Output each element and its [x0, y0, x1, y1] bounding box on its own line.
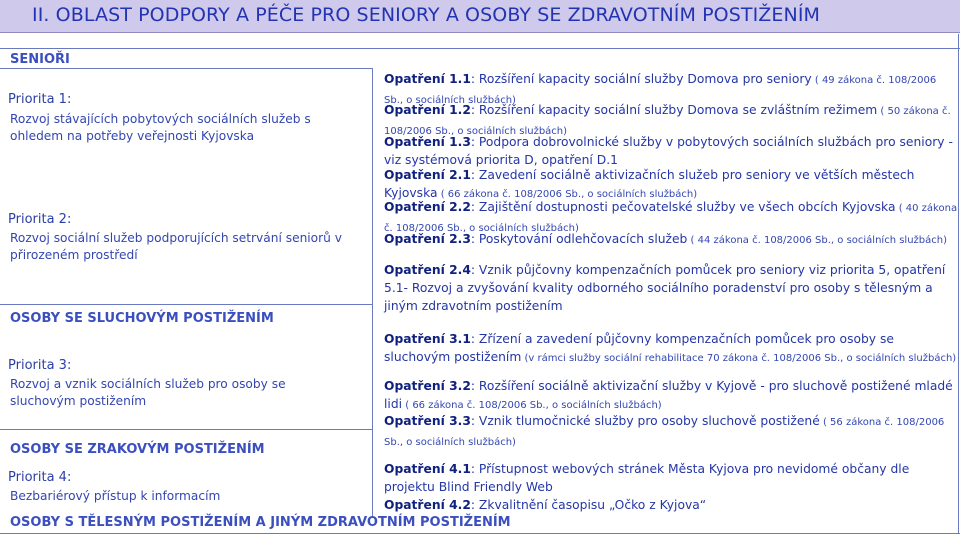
measure-id: Opatření 2.2: [384, 200, 471, 214]
measure-1-3: [384, 133, 958, 169]
section-teles: OSOBY S TĚLESNÝM POSTIŽENÍM A JINÝM ZDRAVOTNÍM POSTIŽENÍM: [10, 515, 511, 530]
mid-divider: [0, 304, 373, 305]
measure-text: : Zajištění dostupnosti pečovatelské služby ve všech obcích Kyjovska: [470, 200, 896, 214]
measure-id: Opatření 3.2: [384, 379, 471, 393]
priority-2-title: Priorita 2:: [8, 212, 72, 227]
measure-ref: ( 40 zákona č. 108/2006 Sb., o sociálních službách): [384, 203, 958, 234]
measure-text: : Přístupnost webových stránek Města Kyjova pro nevidomé občany dle projektu Blind Friendly Web: [384, 462, 910, 494]
measure-text: : Zřízení a zavedení půjčovny kompenzačních pomůcek pro osoby se sluchovým postižením: [384, 332, 894, 364]
title-bar: [0, 0, 960, 33]
priority-4-desc: Bezbariérový přístup k informacím: [10, 489, 221, 503]
measure-ref: ( 49 zákona č. 108/2006 Sb., o sociálních službách): [384, 75, 937, 106]
measure-text: : Zkvalitnění časopisu „Očko z Kyjova“: [470, 498, 707, 512]
page-title: II. OBLAST PODPORY A PÉČE PRO SENIORY A OSOBY SE ZDRAVOTNÍM POSTIŽENÍM: [32, 4, 821, 26]
measure-text: : Podpora dobrovolnické služby v pobytových sociálních službách pro seniory - viz systémová priorita D, opatření D.1: [384, 135, 953, 167]
measure-id: Opatření 1.2: [384, 103, 471, 117]
measure-id: Opatření 2.3: [384, 232, 471, 246]
measure-id: Opatření 4.1: [384, 462, 471, 476]
measure-text: : Zavedení sociálně aktivizačních služeb pro seniory ve větších městech Kyjovska: [384, 168, 915, 200]
measure-4-2: [384, 496, 958, 514]
measure-id: Opatření 4.2: [384, 498, 471, 512]
priority-4-title: Priorita 4:: [8, 470, 72, 485]
measure-ref: (v rámci služby sociální rehabilitace 70 zákona č. 108/2006 Sb., o sociálních službách): [521, 353, 957, 364]
measure-text: : Vznik tlumočnické služby pro osoby sluchově postižené: [470, 414, 820, 428]
measure-id: Opatření 3.1: [384, 332, 471, 346]
measure-text: : Rozšíření kapacity sociální služby Domova se zvláštním režimem: [470, 103, 878, 117]
measure-text: : Poskytování odlehčovacích služeb: [470, 232, 688, 246]
measure-id: Opatření 2.1: [384, 168, 471, 182]
measure-3-1: [384, 330, 958, 368]
section-seniori: SENIOŘI: [10, 52, 70, 67]
measure-ref: ( 50 zákona č. 108/2006 Sb., o sociálních službách): [384, 106, 951, 137]
measure-ref: ( 56 zákona č. 108/2006 Sb., o sociálních službách): [384, 417, 945, 448]
priority-3-desc: Rozvoj a vznik sociálních služeb pro osoby se sluchovým postižením: [10, 377, 286, 408]
measure-3-2: [384, 377, 958, 415]
priority-2-desc: Rozvoj sociální služeb podporujících setrvání seniorů v přirozeném prostředí: [10, 231, 342, 262]
measure-text: : Vznik půjčovny kompenzačních pomůcek pro seniory viz priorita 5, opatření 5.1- Rozvoj a zvyšování kvality odborného sociálního poradenství pro osoby s tělesným a jiným zdravotním postižením: [384, 263, 946, 313]
measure-id: Opatření 1.3: [384, 135, 471, 149]
measure-3-3: [384, 412, 958, 452]
measure-ref: ( 66 zákona č. 108/2006 Sb., o sociálních službách): [402, 400, 662, 411]
bottom-border: [0, 533, 960, 534]
priority-1-desc: Rozvoj stávajících pobytových sociálních služeb s ohledem na potřeby veřejnosti Kyjovska: [10, 112, 311, 143]
vertical-divider: [372, 68, 373, 518]
measure-ref: ( 44 zákona č. 108/2006 Sb., o sociálních službách): [687, 235, 947, 246]
measure-text: : Rozšíření sociálně aktivizační služby v Kyjově - pro sluchově postižené mladé lidi: [384, 379, 953, 411]
top-divider: [0, 48, 960, 49]
measure-2-4: [384, 261, 958, 315]
priority-1-title: Priorita 1:: [8, 92, 72, 107]
measure-id: Opatření 2.4: [384, 263, 471, 277]
measure-2-3: [384, 230, 958, 250]
measure-ref: ( 66 zákona č. 108/2006 Sb., o sociálních službách): [437, 189, 698, 200]
measure-text: : Rozšíření kapacity sociální služby Domova pro seniory: [470, 72, 812, 86]
priority-3-title: Priorita 3:: [8, 358, 72, 373]
lower-divider: [0, 429, 373, 430]
measure-4-1: [384, 460, 958, 496]
right-border: [958, 34, 959, 534]
left-band-divider: [0, 68, 373, 69]
measure-id: Opatření 1.1: [384, 72, 471, 86]
section-sluch: OSOBY SE SLUCHOVÝM POSTIŽENÍM: [10, 311, 274, 326]
measure-id: Opatření 3.3: [384, 414, 471, 428]
section-zrak: OSOBY SE ZRAKOVÝM POSTIŽENÍM: [10, 442, 265, 457]
